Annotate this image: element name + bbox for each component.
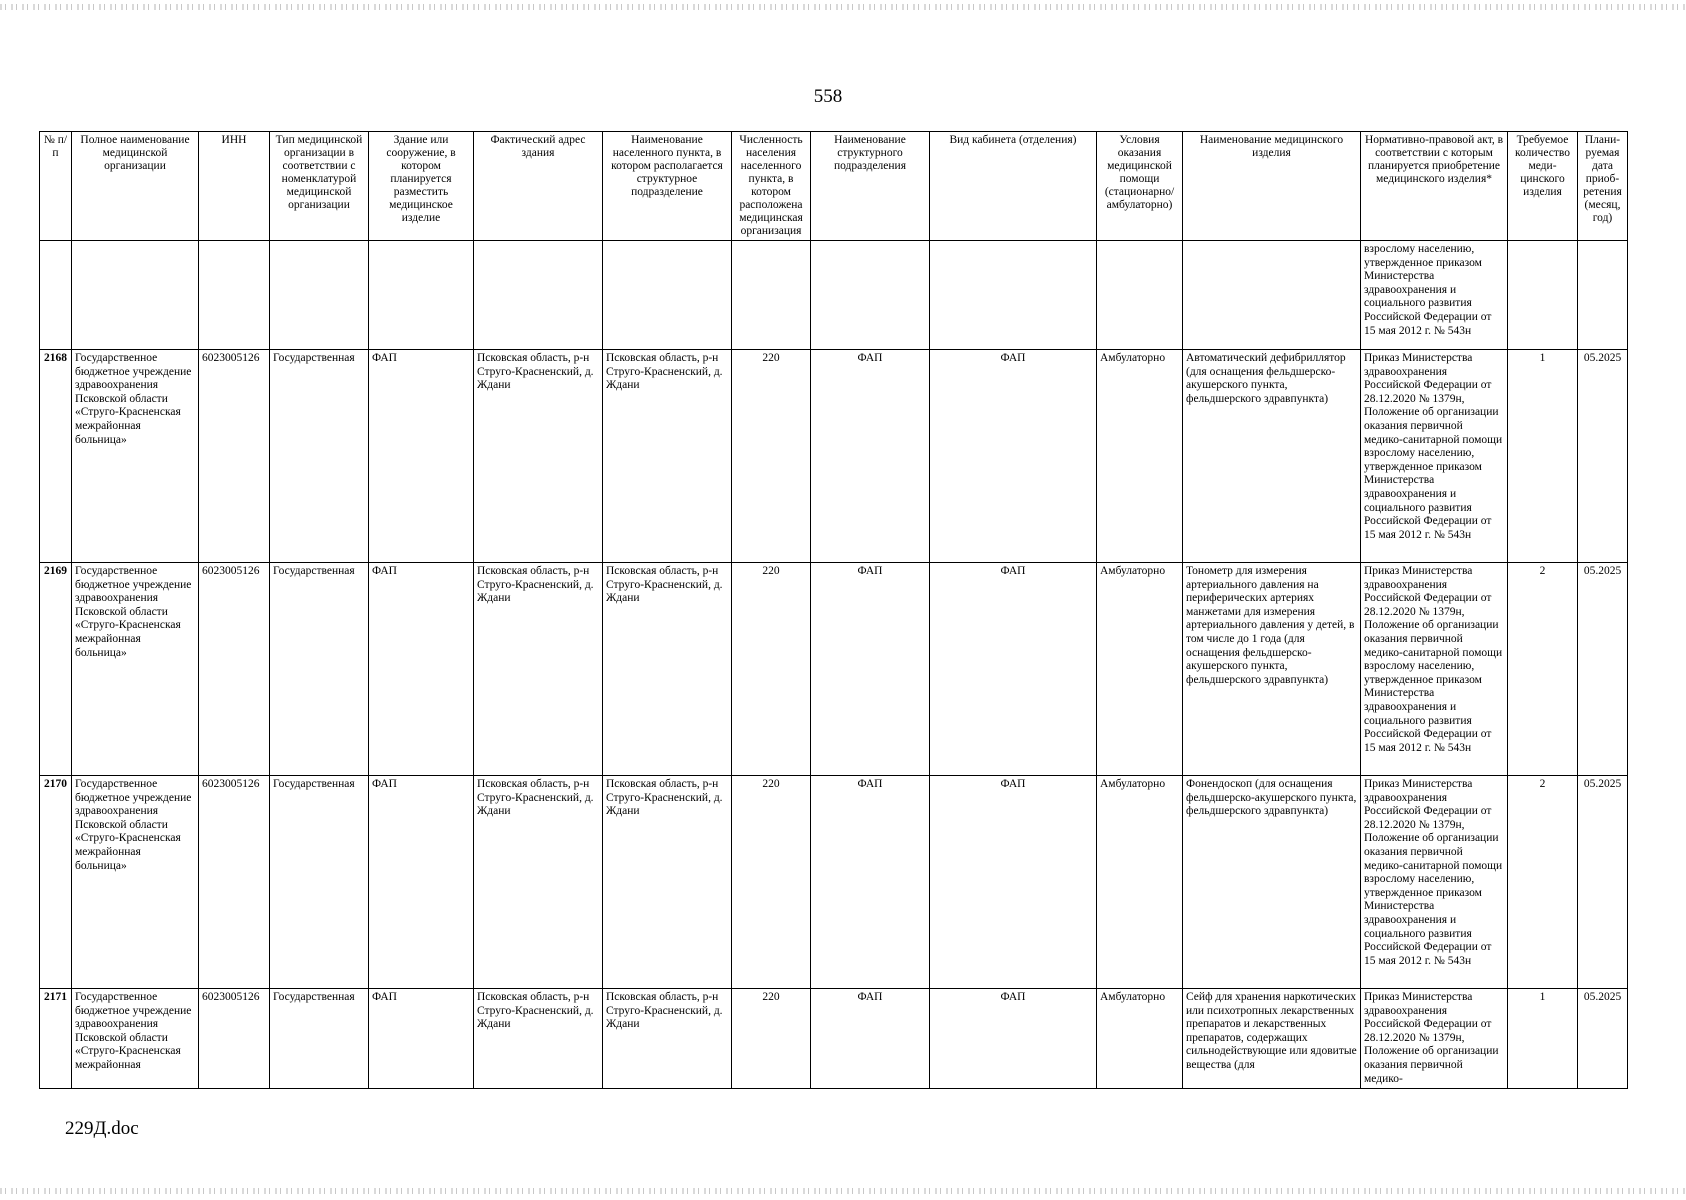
address-cell: Псковская область, р-н Струго-Красненский, д. Ждани [474,350,603,563]
quantity-cell: 2 [1508,776,1578,989]
table-header-row [40,132,1628,241]
org-name-cell: Государственное бюджетное учреждение здравоохранения Псковской области «Струго-Красненская межрайонная больница» [72,776,199,989]
date-cell: 05.2025 [1578,776,1628,989]
header-cell: Наименование структурного подразделения [811,132,930,241]
header-cell: Нормативно-правовой акт, в соответствии с которым планируется приобретение медицинского изделия* [1361,132,1508,241]
org-name-cell: Государственное бюджетное учреждение здравоохранения Псковской области «Струго-Красненская межрайонная больница» [72,563,199,776]
population-cell: 220 [732,350,811,563]
continuation-act-cell: взрослому населению, утвержденное приказом Министерства здравоохранения и социального развития Российской Федерации от 15 мая 2012 г. № 543н [1361,241,1508,350]
header-cell: ИНН [199,132,270,241]
date-cell: 05.2025 [1578,350,1628,563]
header-cell: № п/п [40,132,72,241]
row-number: 2170 [40,776,72,989]
date-cell: 05.2025 [1578,563,1628,776]
population-cell: 220 [732,563,811,776]
org-type-cell: Государственная [270,989,369,1089]
org-name-cell: Государственное бюджетное учреждение здравоохранения Псковской области «Струго-Красненская межрайонная [72,989,199,1089]
conditions-cell: Амбулаторно [1097,563,1183,776]
conditions-cell: Амбулаторно [1097,989,1183,1089]
unit-cell: ФАП [811,350,930,563]
inn-cell: 6023005126 [199,350,270,563]
device-cell: Сейф для хранения наркотических или психотропных лекарственных препаратов и лекарственных препаратов, содержащих сильнодействующие или ядовитые вещества (для [1183,989,1361,1089]
date-cell: 05.2025 [1578,989,1628,1089]
inn-cell: 6023005126 [199,563,270,776]
table-row [40,989,1628,1089]
address-cell: Псковская область, р-н Струго-Красненский, д. Ждани [474,989,603,1089]
quantity-cell: 1 [1508,989,1578,1089]
row-number: 2171 [40,989,72,1089]
act-cell: Приказ Министерства здравоохранения Российской Федерации от 28.12.2020 № 1379н, Положение об организации оказания первичной медико-санитарной помощи взрослому населению, утвержденное приказом Министерства здравоохранения и социального развития Российской Федерации от 15 мая 2012 г. № 543н [1361,350,1508,563]
settlement-cell: Псковская область, р-н Струго-Красненский, д. Ждани [603,989,732,1089]
cabinet-cell: ФАП [930,776,1097,989]
device-cell: Тонометр для измерения артериального давления на периферических артериях манжетами для измерения артериального давления у детей, в том числе до 1 года (для оснащения фельдшерско-акушерского пункта, фельдшерского здравпункта) [1183,563,1361,776]
table-row [40,350,1628,563]
table-row [40,563,1628,776]
cabinet-cell: ФАП [930,563,1097,776]
act-cell: Приказ Министерства здравоохранения Российской Федерации от 28.12.2020 № 1379н, Положение об организации оказания первичной медико-санитарной помощи взрослому населению, утвержденное приказом Министерства здравоохранения и социального развития Российской Федерации от 15 мая 2012 г. № 543н [1361,776,1508,989]
building-cell: ФАП [369,350,474,563]
page-number: 558 [813,86,843,107]
header-cell: Численность населения населенного пункта, в котором расположена медицинская организация [732,132,811,241]
building-cell: ФАП [369,989,474,1089]
header-cell: Тип медицинской организации в соответствии с номенклатурой медицинской организации [270,132,369,241]
header-cell: Вид кабинета (отделения) [930,132,1097,241]
header-cell: Требуемое количество меди-цинского изделия [1508,132,1578,241]
row-number: 2168 [40,350,72,563]
org-type-cell: Государственная [270,350,369,563]
header-cell: Плани-руемая дата приоб-ретения (месяц, год) [1578,132,1628,241]
header-cell: Наименование населенного пункта, в котором располагается структурное подразделение [603,132,732,241]
population-cell: 220 [732,989,811,1089]
act-cell: Приказ Министерства здравоохранения Российской Федерации от 28.12.2020 № 1379н, Положение об организации оказания первичной медико-санитарной помощи взрослому населению, утвержденное приказом Министерства здравоохранения и социального развития Российской Федерации от 15 мая 2012 г. № 543н [1361,563,1508,776]
unit-cell: ФАП [811,989,930,1089]
equipment-table [39,131,1628,1089]
header-cell: Полное наименование медицинской организации [72,132,199,241]
scan-edge-bottom [0,1188,1686,1194]
scan-edge-top [0,4,1686,10]
unit-cell: ФАП [811,776,930,989]
building-cell: ФАП [369,563,474,776]
inn-cell: 6023005126 [199,776,270,989]
settlement-cell: Псковская область, р-н Струго-Красненский, д. Ждани [603,776,732,989]
org-name-cell: Государственное бюджетное учреждение здравоохранения Псковской области «Струго-Красненская межрайонная больница» [72,350,199,563]
table-row-continuation [40,241,1628,350]
population-cell: 220 [732,776,811,989]
header-cell: Условия оказания медицинской помощи (стационарно/ амбулаторно) [1097,132,1183,241]
building-cell: ФАП [369,776,474,989]
device-cell: Автоматический дефибриллятор (для оснащения фельдшерско-акушерского пункта, фельдшерского здравпункта) [1183,350,1361,563]
settlement-cell: Псковская область, р-н Струго-Красненский, д. Ждани [603,350,732,563]
inn-cell: 6023005126 [199,989,270,1089]
org-type-cell: Государственная [270,563,369,776]
cabinet-cell: ФАП [930,350,1097,563]
org-type-cell: Государственная [270,776,369,989]
quantity-cell: 1 [1508,350,1578,563]
conditions-cell: Амбулаторно [1097,776,1183,989]
address-cell: Псковская область, р-н Струго-Красненский, д. Ждани [474,563,603,776]
address-cell: Псковская область, р-н Струго-Красненский, д. Ждани [474,776,603,989]
header-cell: Здание или сооружение, в котором планируется разместить медицинское изделие [369,132,474,241]
footer-file-name: 229Д.doc [65,1118,139,1139]
device-cell: Фонендоскоп (для оснащения фельдшерско-акушерского пункта, фельдшерского здравпункта) [1183,776,1361,989]
row-number: 2169 [40,563,72,776]
settlement-cell: Псковская область, р-н Струго-Красненский, д. Ждани [603,563,732,776]
header-cell: Наименование медицинского изделия [1183,132,1361,241]
unit-cell: ФАП [811,563,930,776]
conditions-cell: Амбулаторно [1097,350,1183,563]
header-cell: Фактический адрес здания [474,132,603,241]
act-cell: Приказ Министерства здравоохранения Российской Федерации от 28.12.2020 № 1379н, Положение об организации оказания первичной медико- [1361,989,1508,1089]
table-row [40,776,1628,989]
quantity-cell: 2 [1508,563,1578,776]
cabinet-cell: ФАП [930,989,1097,1089]
